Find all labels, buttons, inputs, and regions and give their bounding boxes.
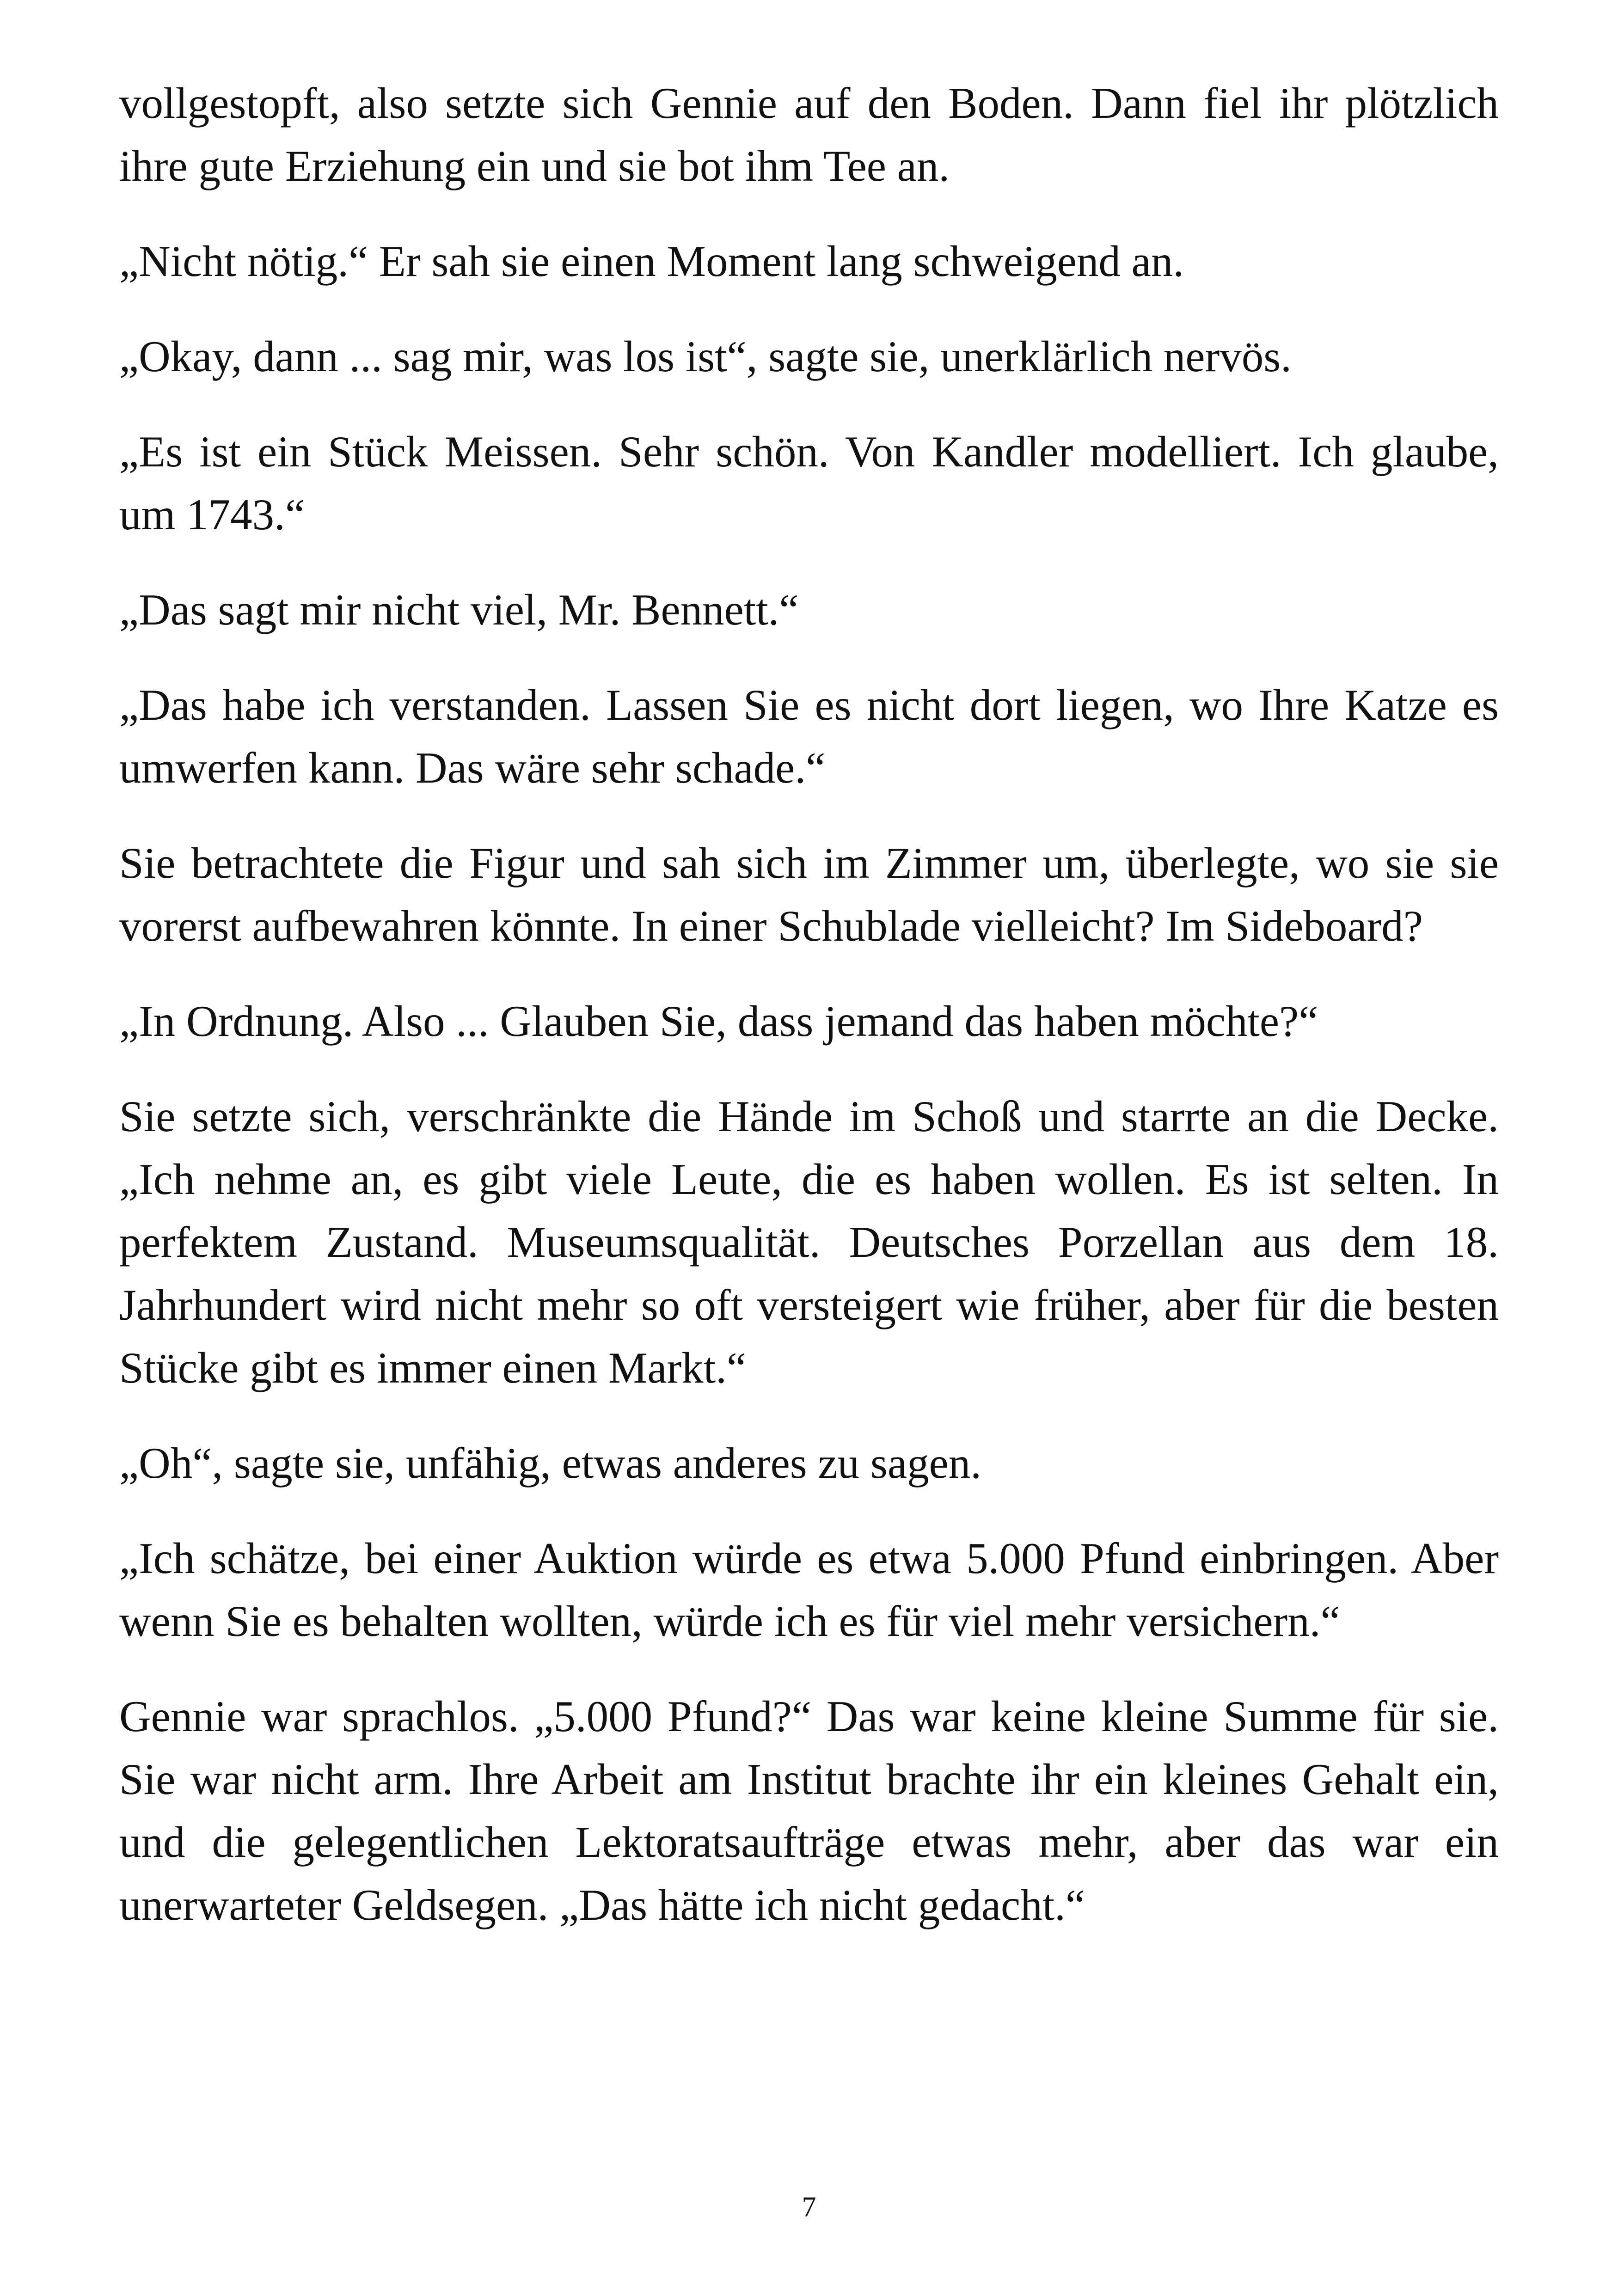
- paragraph: „Das sagt mir nicht viel, Mr. Bennett.“: [119, 585, 799, 634]
- page-number: 7: [802, 2192, 816, 2223]
- paragraph: „Ich schätze, bei einer Auktion würde es etwa 5.000 Pfund einbringen. Aber wenn Sie es behalten wollten, würde ich es für viel mehr versichern.“: [119, 1534, 1499, 1646]
- paragraph: „In Ordnung. Also ... Glauben Sie, dass jemand das haben möchte?“: [119, 997, 1318, 1046]
- paragraph: „Oh“, sagte sie, unfähig, etwas anderes zu sagen.: [119, 1439, 981, 1488]
- paragraph: Sie setzte sich, verschränkte die Hände im Schoß und starrte an die Decke. „Ich nehme an, es gibt viele Leute, die es haben wollen. Es ist selten. In perfektem Zustand. Museumsqualität. Deutsches Porzellan aus dem 18. Jahrhundert wird nicht mehr so oft versteigert wie früher, aber für die besten Stücke gibt es immer einen Markt.“: [119, 1092, 1499, 1392]
- page-body: [119, 72, 1499, 1969]
- paragraph: Sie betrachtete die Figur und sah sich im Zimmer um, überlegte, wo sie sie vorerst aufbewahren könnte. In einer Schublade vielleicht? Im Sideboard?: [119, 839, 1499, 950]
- paragraph: vollgestopft, also setzte sich Gennie auf den Boden. Dann fiel ihr plötzlich ihre gute Erziehung ein und sie bot ihm Tee an.: [119, 79, 1499, 190]
- paragraph: „Okay, dann ... sag mir, was los ist“, sagte sie, unerklärlich nervös.: [119, 332, 1292, 381]
- paragraph: „Es ist ein Stück Meissen. Sehr schön. Von Kandler modelliert. Ich glaube, um 1743.“: [119, 427, 1499, 539]
- paragraph: „Das habe ich verstanden. Lassen Sie es nicht dort liegen, wo Ihre Katze es umwerfen kann. Das wäre sehr schade.“: [119, 680, 1499, 792]
- paragraph: „Nicht nötig.“ Er sah sie einen Moment lang schweigend an.: [119, 237, 1184, 286]
- paragraph: Gennie war sprachlos. „5.000 Pfund?“ Das war keine kleine Summe für sie. Sie war nicht arm. Ihre Arbeit am Institut brachte ihr ein kleines Gehalt ein, und die gelegentlichen Lektoratsaufträge etwas mehr, aber das war ein unerwarteter Geldsegen. „Das hätte ich nicht gedacht.“: [119, 1692, 1499, 1929]
